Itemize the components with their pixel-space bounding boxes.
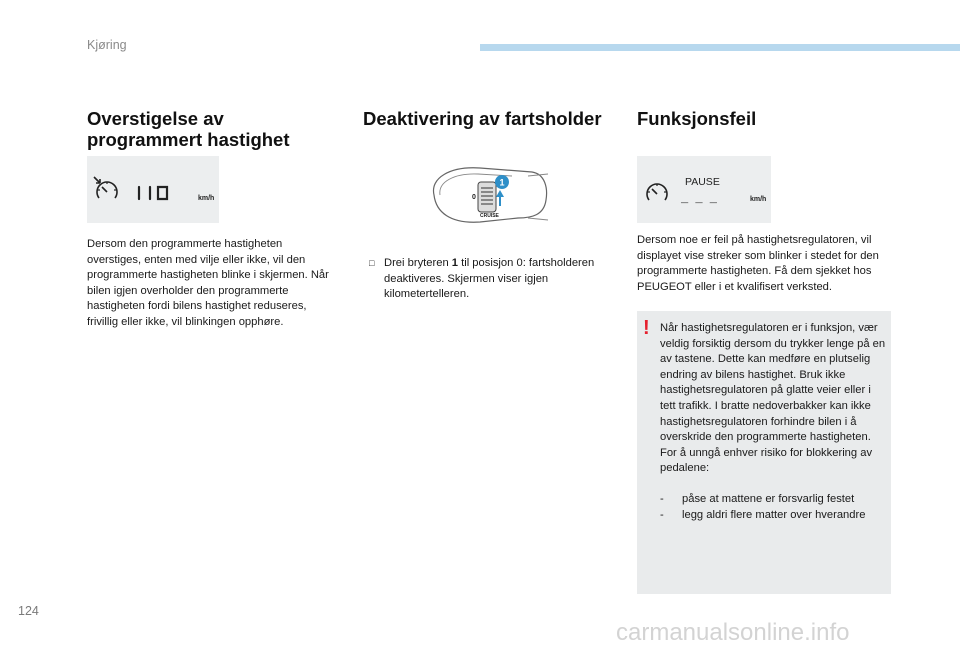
- section-label: Kjøring: [87, 38, 127, 52]
- malfunction-body: Dersom noe er feil på hastighetsregulatoren, vil displayet vise streker som blinker i stedet for den programmerte hastigheten. Få dem sjekket hos PEUGEOT eller i et kvalifisert verksted.: [637, 234, 879, 293]
- warning-list-item: [660, 508, 888, 524]
- speedometer-icon: [94, 177, 117, 198]
- title-deactivation: Deaktivering av fartsholder: [363, 108, 602, 129]
- malfunction-display-panel: [637, 156, 771, 223]
- title-overspeed-line2: programmert hastighet: [87, 129, 290, 150]
- warning-text: Når hastighetsregulatoren er i funksjon, vær veldig forsiktig dersom du trykker lenge på en av tastene. Dette kan medføre en plutselig endring av bilens hastighet. Bruk ikke hastighetsregulatoren på glatte veier eller i tett trafikk. I bratte nedoverbakker kan ikke hastighetsregulatoren forhindre bilen i å overskride den programmerte hastigheten. For å unngå enhver risiko for blokkering av pedalene:: [660, 322, 886, 475]
- warning-list-item: [660, 492, 888, 508]
- deactivation-text-suffix: til posisjon 0: fartsholderen deaktiveres. Skjermen viser igjen kilometertelleren.: [384, 257, 595, 301]
- list-dash: -: [660, 508, 664, 521]
- malfunction-speed-unit: km/h: [750, 196, 767, 203]
- speed-dashes: _ _ _: [681, 192, 718, 206]
- callout-number: 1: [499, 177, 505, 188]
- watermark-text: carmanualsonline.info: [616, 619, 850, 646]
- warning-list: [660, 492, 888, 523]
- deactivation-text-prefix: Drei bryteren: [384, 257, 452, 269]
- cruise-switch-illustration: [420, 160, 555, 230]
- speedometer-icon: [647, 184, 667, 200]
- watermark[interactable]: [616, 619, 849, 647]
- header-accent-bar: [480, 44, 960, 51]
- page-number: 124: [18, 604, 39, 618]
- warning-icon: !: [643, 317, 650, 339]
- speed-unit: km/h: [198, 195, 215, 202]
- list-item-text: legg aldri flere matter over hverandre: [682, 508, 866, 521]
- deactivation-text: [384, 256, 619, 303]
- malfunction-display-illustration: [637, 156, 771, 223]
- checkbox-bullet-icon: □: [369, 258, 375, 268]
- cruise-label: CRUISE: [480, 213, 499, 219]
- overspeed-body: Dersom den programmerte hastigheten overstiges, enten med vilje eller ikke, vil den programmerte hastigheten blinke i skjermen. Når bilen igjen overholder den programmerte hastigheten fordi bilens hastighet reduseres, frivillig eller ikke, vil blinkingen opphøre.: [87, 238, 329, 328]
- list-item-text: påse at mattene er forsvarlig festet: [682, 493, 855, 505]
- switch-position-label: 0: [472, 194, 476, 201]
- speed-display-illustration: [87, 156, 219, 223]
- list-dash: -: [660, 493, 664, 505]
- title-overspeed-line1: Overstigelse av: [87, 108, 224, 129]
- title-malfunction: Funksjonsfeil: [637, 108, 757, 129]
- speed-display-panel: [87, 156, 219, 223]
- deactivation-text-bold: 1: [451, 257, 459, 269]
- pause-status: PAUSE: [685, 176, 720, 188]
- title-overspeed: [87, 108, 337, 150]
- speed-digits: [139, 187, 167, 199]
